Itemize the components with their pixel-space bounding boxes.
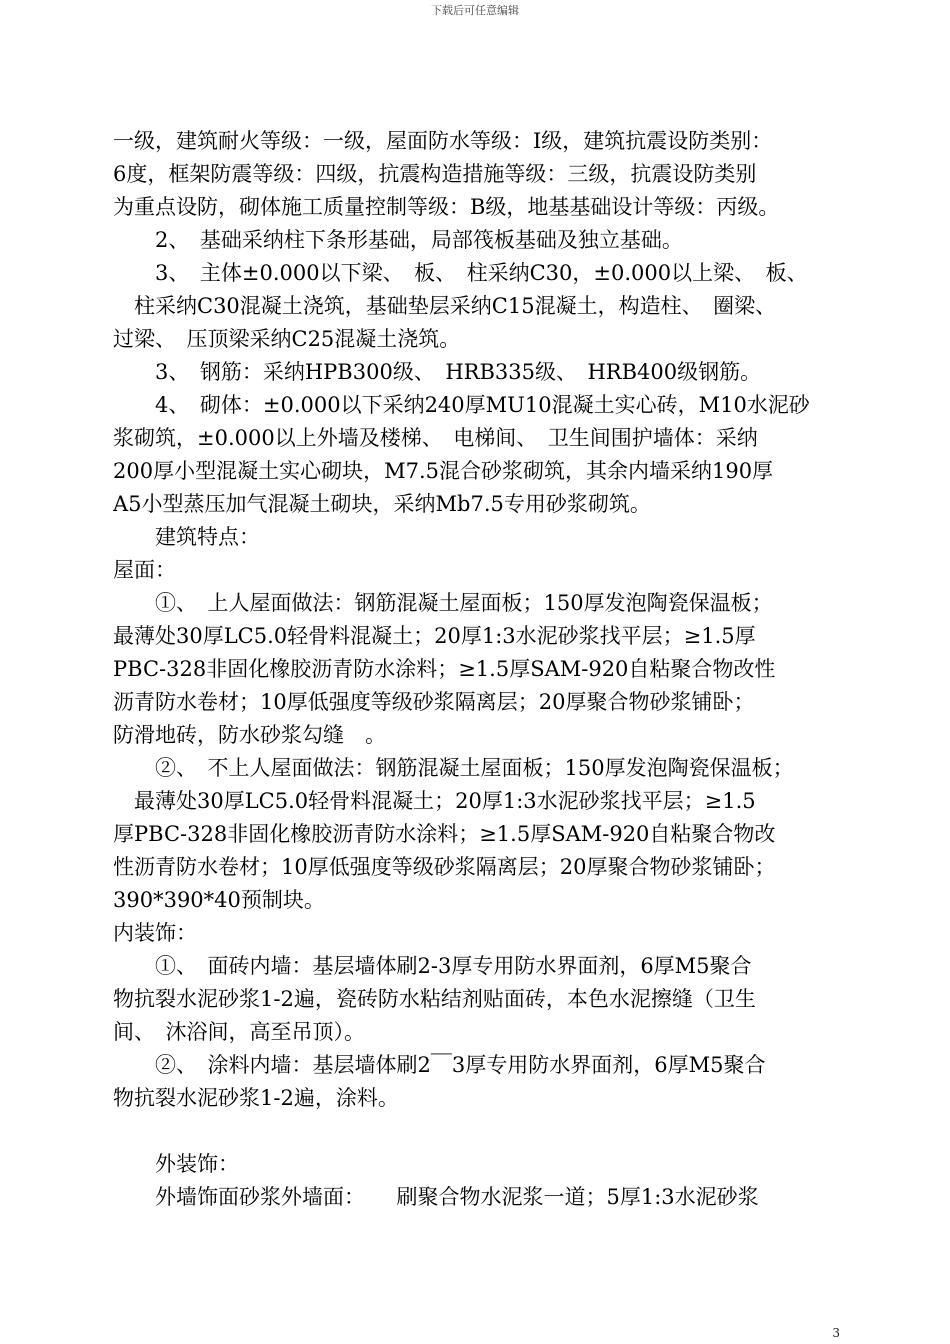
text-line: A5小型蒸压加气混凝土砌块，采纳Mb7.5专用砂浆砌筑。 (113, 492, 651, 516)
text-line: 200厚小型混凝土实心砌块，M7.5混合砂浆砌筑，其余内墙采纳190厚 (113, 459, 774, 483)
text-line: 一级，建筑耐火等级：一级，屋面防水等级：Ⅰ级，建筑抗震设防类别： (113, 129, 773, 153)
text-line: 防滑地砖，防水砂浆勾缝 。 (113, 723, 386, 747)
text-line: ①、 上人屋面做法：钢筋混凝土屋面板；150厚发泡陶瓷保温板； (113, 591, 773, 615)
text-line: 过梁、 压顶梁采纳C25混凝土浇筑。 (113, 327, 461, 351)
text-line: 厚PBC-328非固化橡胶沥青防水涂料；≥1.5厚SAM-920自粘聚合物改 (113, 822, 776, 846)
text-line: 建筑特点： (113, 525, 260, 549)
text-line: 沥青防水卷材；10厚低强度等级砂浆隔离层；20厚聚合物砂浆铺卧； (113, 690, 755, 714)
page-header: 下载后可任意编辑 (431, 4, 519, 17)
text-line: 最薄处30厚LC5.0轻骨料混凝土；20厚1:3水泥砂浆找平层；≥1.5厚 (113, 624, 756, 648)
text-line: 屋面： (113, 558, 176, 582)
text-line: 为重点设防，砌体施工质量控制等级：B级，地基基础设计等级：丙级。 (113, 195, 780, 219)
text-line: 内装饰： (113, 921, 197, 945)
text-line: 柱采纳C30混凝土浇筑，基础垫层采纳C15混凝土，构造柱、 圈梁、 (113, 294, 777, 318)
text-line: 性沥青防水卷材；10厚低强度等级砂浆隔离层；20厚聚合物砂浆铺卧； (113, 855, 776, 879)
text-line: 浆砌筑，±0.000以上外墙及楼梯、 电梯间、 卫生间围护墙体：采纳 (113, 426, 758, 450)
text-line: 3、 钢筋：采纳HPB300级、 HRB335级、 HRB400级钢筋。 (113, 360, 762, 384)
text-line: 物抗裂水泥砂浆1-2遍，瓷砖防水粘结剂贴面砖，本色水泥擦缝（卫生 (113, 987, 756, 1011)
page-number: 3 (832, 1326, 840, 1340)
document-body (113, 125, 838, 1214)
text-line: 2、 基础采纳柱下条形基础，局部筏板基础及独立基础。 (113, 228, 683, 252)
text-line: ②、 不上人屋面做法：钢筋混凝土屋面板；150厚发泡陶瓷保温板； (113, 756, 794, 780)
text-line: 间、 沐浴间，高至吊顶）。 (113, 1020, 365, 1044)
text-line: 最薄处30厚LC5.0轻骨料混凝土；20厚1:3水泥砂浆找平层；≥1.5 (113, 789, 756, 813)
text-line: 外墙饰面砂浆外墙面： 刷聚合物水泥浆一道；5厚1:3水泥砂浆 (113, 1185, 759, 1209)
text-line: 4、 砌体：±0.000以下采纳240厚MU10混凝土实心砖，M10水泥砂 (113, 393, 810, 417)
text-line: ①、 面砖内墙：基层墙体刷2-3厚专用防水界面剂，6厚M5聚合 (113, 954, 752, 978)
text-line: 6度，框架防震等级：四级，抗震构造措施等级：三级，抗震设防类别 (113, 162, 757, 186)
text-line: 外装饰： (113, 1152, 239, 1176)
text-line: 3、 主体±0.000以下梁、 板、 柱采纳C30，±0.000以上梁、 板、 (113, 261, 808, 285)
text-line: 390*390*40预制块。 (113, 888, 325, 912)
text-line: ②、 涂料内墙：基层墙体刷2￣3厚专用防水界面剂，6厚M5聚合 (113, 1053, 766, 1077)
text-line (113, 1115, 838, 1148)
text-line: PBC-328非固化橡胶沥青防水涂料；≥1.5厚SAM-920自粘聚合物改性 (113, 657, 776, 681)
text-line: 物抗裂水泥砂浆1-2遍，涂料。 (113, 1086, 399, 1110)
